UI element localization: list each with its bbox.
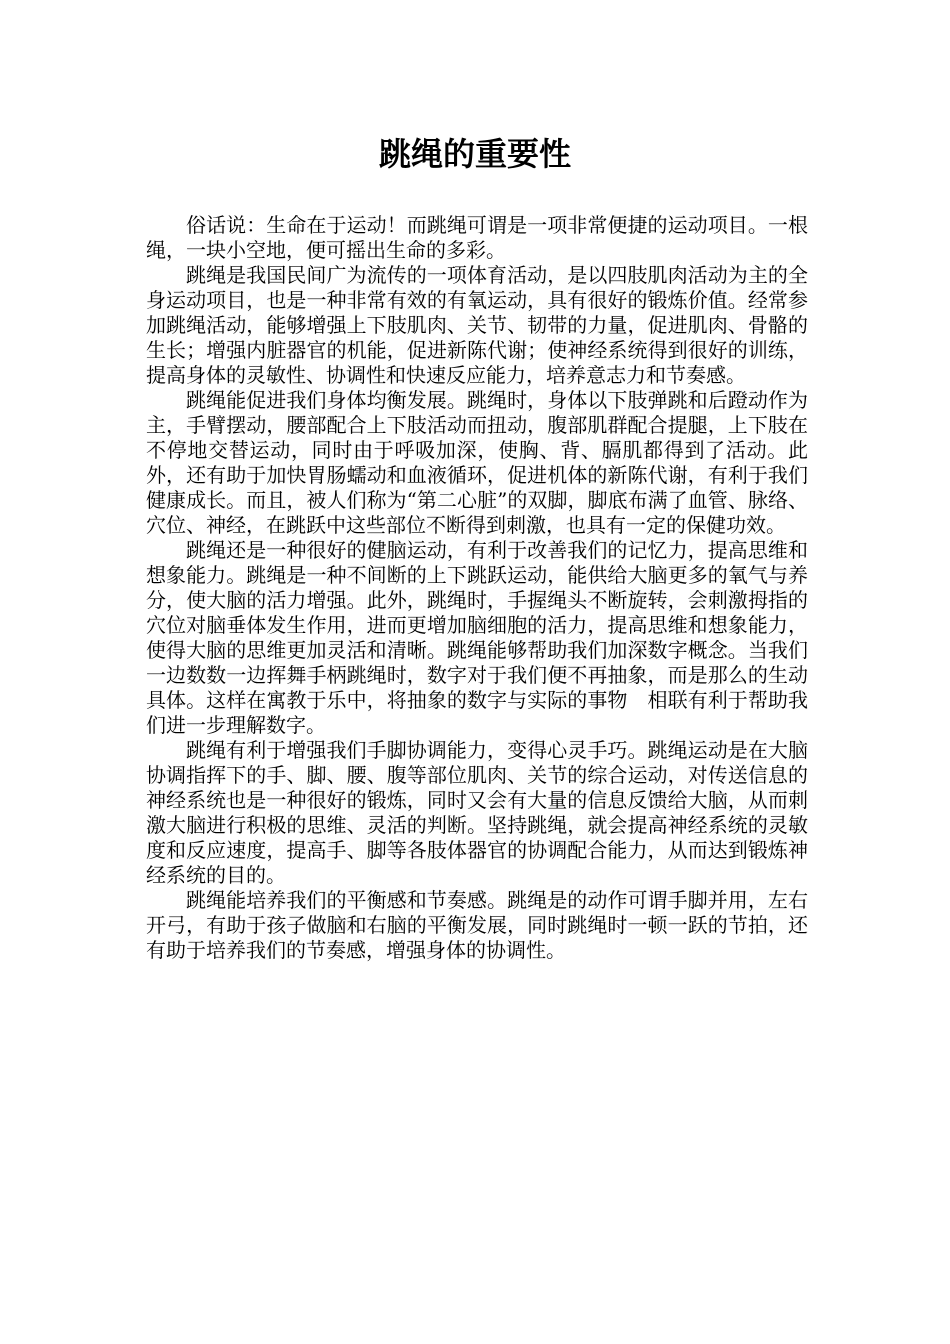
paragraph-balance: 跳绳能促进我们身体均衡发展。跳绳时，身体以下肢弹跳和后蹬动作为主，手臂摆动，腰部配合上下肢活动而扭动，腹部肌群配合提腿，上下肢在不停地交替运动，同时由于呼吸加深，使胸、背、膈肌都得到了活动。此外，还有助于加快胃肠蠕动和血液循环，促进机体的新陈代谢，有利于我们健康成长。而且，被人们称为“第二心脏”的双脚，脚底布满了血管、脉络、穴位、神经，在跳跃中这些部位不断得到刺激，也具有一定的保健功效。 [146, 388, 808, 537]
paragraph-coordination: 跳绳有利于增强我们手脚协调能力，变得心灵手巧。跳绳运动是在大脑协调指挥下的手、脚、腰、腹等部位肌肉、关节的综合运动，对传送信息的神经系统也是一种很好的锻炼，同时又会有大量的信息反馈给大脑，从而刺激大脑进行积极的思维、灵活的判断。坚持跳绳，就会提高神经系统的灵敏度和反应速度，提高手、脚等各肢体器官的协调配合能力，从而达到锻炼神经系统的目的。 [146, 738, 808, 887]
document-body [146, 213, 808, 963]
paragraph-brain: 跳绳还是一种很好的健脑运动，有利于改善我们的记忆力，提高思维和想象能力。跳绳是一种不间断的上下跳跃运动，能供给大脑更多的氧气与养分，使大脑的活力增强。此外，跳绳时，手握绳头不断旋转，会刺激拇指的穴位对脑垂体发生作用，进而更增加脑细胞的活力，提高思维和想象能力，使得大脑的思维更加灵活和清晰。跳绳能够帮助我们加深数字概念。当我们一边数数一边挥舞手柄跳绳时，数字对于我们便不再抽象，而是那么的生动具体。这样在寓教于乐中，将抽象的数字与实际的事物 相联有利于帮助我们进一步理解数字。 [146, 538, 808, 737]
paragraph-overview: 跳绳是我国民间广为流传的一项体育活动，是以四肢肌肉活动为主的全身运动项目，也是一种非常有效的有氧运动，具有很好的锻炼价值。经常参加跳绳活动，能够增强上下肢肌肉、关节、韧带的力量，促进肌肉、骨骼的生长；增强内脏器官的机能，促进新陈代谢；使神经系统得到很好的训练，提高身体的灵敏性、协调性和快速反应能力，培养意志力和节奏感。 [146, 263, 808, 387]
paragraph-rhythm: 跳绳能培养我们的平衡感和节奏感。跳绳是的动作可谓手脚并用，左右开弓，有助于孩子做脑和右脑的平衡发展，同时跳绳时一顿一跃的节拍，还有助于培养我们的节奏感，增强身体的协调性。 [146, 888, 808, 962]
paragraph-intro: 俗话说：生命在于运动！而跳绳可谓是一项非常便捷的运动项目。一根绳，一块小空地，便可摇出生命的多彩。 [146, 213, 808, 262]
document-title: 跳绳的重要性 [378, 135, 571, 173]
